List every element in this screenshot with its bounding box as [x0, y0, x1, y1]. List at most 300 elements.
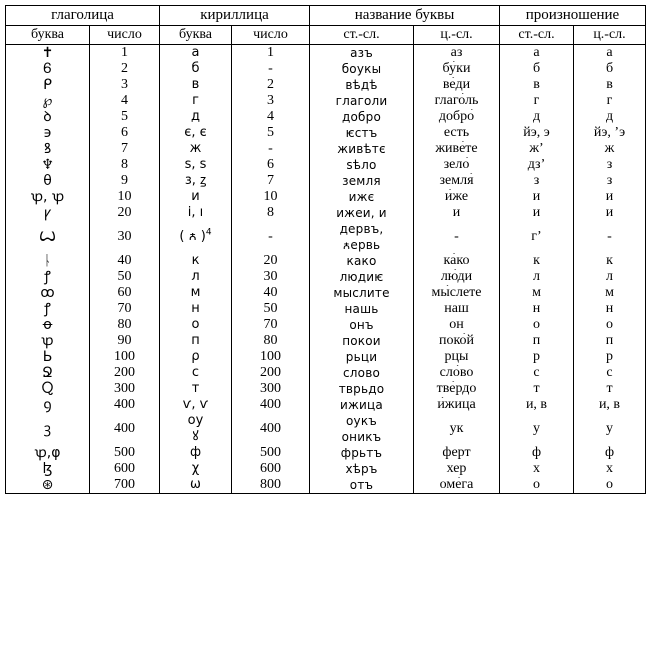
pron-chs [574, 189, 646, 205]
glagolitic-letter [6, 365, 90, 381]
name-ocs [310, 189, 414, 205]
name-chs [414, 397, 500, 413]
cyrillic-number [232, 45, 310, 62]
table-row [6, 45, 646, 62]
name-chs [414, 477, 500, 494]
cyrillic-number [232, 61, 310, 77]
cyrillic-number-text: 200 [260, 365, 281, 380]
name-ocs-text: мыслите [333, 286, 390, 300]
glagolitic-letter [6, 445, 90, 461]
name-chs-text: живе́те [435, 141, 478, 156]
table-row [6, 461, 646, 477]
name-chs [414, 317, 500, 333]
cyrillic-letter-text: н [191, 301, 200, 316]
pron-chs-text: т [606, 381, 613, 396]
glagolitic-letter [6, 61, 90, 77]
name-chs-text: хер [446, 461, 467, 476]
name-chs-text: бу́ки [442, 61, 471, 76]
glagolitic-number-text: 500 [114, 445, 135, 460]
header-group-row [6, 6, 646, 26]
cyrillic-number [232, 365, 310, 381]
cyrillic-number-text: 40 [263, 285, 278, 300]
name-chs-text: и́жица [437, 397, 476, 412]
name-ocs [310, 397, 414, 413]
header-pronunciation: произношение [500, 6, 646, 26]
pron-chs [574, 173, 646, 189]
pron-chs-text: о [606, 317, 613, 332]
pron-chs-text: о [606, 477, 613, 492]
pron-chs-text: и, в [598, 397, 621, 412]
cyrillic-number-text: 20 [263, 253, 278, 268]
name-ocs [310, 141, 414, 157]
glagolitic-letter-text: Ⴍ [41, 381, 54, 397]
glagolitic-number [90, 365, 160, 381]
name-chs-text: сло́во [439, 365, 474, 380]
glagolitic-number-text: 2 [121, 61, 128, 76]
pron-chs-text: г [606, 93, 613, 108]
pron-chs [574, 253, 646, 269]
name-ocs-text: глаголи [335, 94, 388, 108]
glagolitic-number [90, 173, 160, 189]
glagolitic-number [90, 109, 160, 125]
glagolitic-letter [6, 141, 90, 157]
cyrillic-letter-text: м [190, 285, 201, 300]
cyrillic-number-text: 7 [267, 173, 274, 188]
glagolitic-number-text: 1 [121, 45, 128, 60]
glagolitic-letter [6, 189, 90, 205]
name-ocs-text: боукы [341, 62, 382, 76]
glagolitic-number-text: 60 [117, 285, 132, 300]
name-ocs-text: ѕѣло [346, 158, 377, 172]
glagolitic-letter [6, 301, 90, 317]
name-chs-text: добро́ [438, 109, 475, 124]
glagolitic-number-text: 9 [121, 173, 128, 188]
glagolitic-number-text: 300 [114, 381, 135, 396]
pron-ocs-text: х [533, 461, 540, 476]
cyrillic-letter-text: п [191, 333, 200, 348]
cyrillic-number-text: 300 [260, 381, 281, 396]
glagolitic-number-text: 80 [117, 317, 132, 332]
cyrillic-letter-text: ѵ, ѵ [182, 397, 209, 412]
name-chs-text: и [452, 205, 461, 220]
name-chs [414, 349, 500, 365]
cyrillic-number-text: 500 [260, 445, 281, 460]
cyrillic-letter [160, 269, 232, 285]
pron-ocs [500, 93, 574, 109]
pron-ocs-text: г’ [531, 229, 542, 244]
cyrillic-number [232, 413, 310, 445]
header-glagolitic: глаголица [6, 6, 160, 26]
glagolitic-number-text: 8 [121, 157, 128, 172]
cyrillic-letter-text: ( ꙉ ) [179, 229, 206, 244]
table-row [6, 61, 646, 77]
cyrillic-number [232, 333, 310, 349]
pron-chs-text: и [605, 205, 614, 220]
pron-ocs-text: и, в [525, 397, 548, 412]
glagolitic-number [90, 445, 160, 461]
glagolitic-number-text: 50 [117, 269, 132, 284]
name-ocs-text: земля [342, 174, 381, 188]
name-ocs-text: живѣтє [337, 142, 386, 156]
table-row [6, 477, 646, 494]
pron-ocs [500, 285, 574, 301]
name-chs [414, 445, 500, 461]
cyrillic-number-text: 1 [267, 45, 274, 60]
pron-ocs [500, 77, 574, 93]
name-ocs-text: рьци [345, 350, 378, 364]
cyrillic-number-text: 100 [260, 349, 281, 364]
name-ocs [310, 333, 414, 349]
glagolitic-number [90, 333, 160, 349]
glagolitic-number [90, 317, 160, 333]
name-ocs-text: хѣръ [345, 462, 378, 476]
name-ocs-text: како [346, 254, 377, 268]
glagolitic-letter [6, 45, 90, 62]
name-chs-text: наш [444, 301, 469, 316]
glagolitic-number-text: 600 [114, 461, 135, 476]
name-ocs [310, 381, 414, 397]
glagolitic-number-text: 700 [114, 477, 135, 492]
table-row [6, 93, 646, 109]
name-ocs [310, 61, 414, 77]
cyrillic-letter-text: а [191, 45, 200, 60]
glagolitic-letter [6, 317, 90, 333]
name-ocs [310, 461, 414, 477]
cyrillic-number [232, 285, 310, 301]
cyrillic-letter [160, 333, 232, 349]
glagolitic-letter [6, 413, 90, 445]
pron-ocs-text: б [532, 61, 541, 76]
name-ocs [310, 205, 414, 221]
glagolitic-letter-text: ♆ [41, 157, 54, 173]
glagolitic-letter [6, 285, 90, 301]
name-chs [414, 173, 500, 189]
cyrillic-letter-text: в [191, 77, 200, 92]
cyrillic-letter-text-2: ꙋ [192, 429, 199, 444]
pron-chs-text: з [606, 157, 613, 172]
pron-ocs [500, 461, 574, 477]
pron-ocs [500, 205, 574, 221]
pron-ocs-text: йэ, э [523, 125, 550, 140]
glagolitic-number-text: 5 [121, 109, 128, 124]
glagolitic-number [90, 269, 160, 285]
glagolitic-letter-text: ϶ [43, 125, 52, 141]
glagolitic-letter-text: Ь [42, 349, 53, 365]
cyrillic-number-text: 600 [260, 461, 281, 476]
name-ocs [310, 285, 414, 301]
cyrillic-letter [160, 365, 232, 381]
name-ocs [310, 253, 414, 269]
name-chs-text: поко́й [438, 333, 475, 348]
pron-chs [574, 381, 646, 397]
pron-chs-text: к [606, 253, 613, 268]
cyrillic-letter [160, 461, 232, 477]
pron-chs [574, 93, 646, 109]
glagolitic-letter [6, 221, 90, 253]
glagolitic-number-text: 70 [117, 301, 132, 316]
name-ocs [310, 45, 414, 62]
header-sub-glag-letter: буква [6, 26, 90, 45]
pron-ocs [500, 301, 574, 317]
pron-ocs [500, 365, 574, 381]
name-ocs [310, 445, 414, 461]
glagolitic-letter [6, 205, 90, 221]
cyrillic-number [232, 461, 310, 477]
cyrillic-letter [160, 189, 232, 205]
pron-chs [574, 477, 646, 494]
header-sub-cyr-number: число [232, 26, 310, 45]
name-ocs-text: людиѥ [339, 270, 384, 284]
glagolitic-number [90, 349, 160, 365]
glagolitic-letter [6, 349, 90, 365]
name-chs-text: тве́рдо [436, 381, 477, 396]
glagolitic-letter-text: ꝺ [43, 109, 52, 125]
glagolitic-letter [6, 173, 90, 189]
cyrillic-number [232, 141, 310, 157]
table-row [6, 221, 646, 253]
glagolitic-number-text: 200 [114, 365, 135, 380]
pron-chs-text: п [605, 333, 614, 348]
pron-chs [574, 349, 646, 365]
glagolitic-letter-text: Ꮾ [43, 61, 52, 77]
glagolitic-letter-text: ꝕ [41, 333, 54, 349]
cyrillic-number [232, 269, 310, 285]
cyrillic-number [232, 253, 310, 269]
header-sub-glag-number: число [90, 26, 160, 45]
cyrillic-letter [160, 477, 232, 494]
glagolitic-number [90, 189, 160, 205]
cyrillic-number-text: 80 [263, 333, 278, 348]
pron-ocs-text: д [532, 109, 541, 124]
cyrillic-number [232, 157, 310, 173]
name-chs-text: зело́ [443, 157, 470, 172]
cyrillic-letter [160, 349, 232, 365]
glagolitic-letter-text: ꝋ [42, 317, 53, 333]
glagolitic-number-text: 400 [114, 421, 135, 436]
name-chs [414, 141, 500, 157]
glagolitic-letter [6, 125, 90, 141]
pron-ocs [500, 45, 574, 62]
name-chs-text: ве́ди [442, 77, 471, 92]
glagolitic-number-text: 3 [121, 77, 128, 92]
pron-ocs [500, 221, 574, 253]
glagolitic-letter-text: Ջ [42, 365, 53, 381]
cyrillic-letter [160, 413, 232, 445]
pron-ocs-text: п [532, 333, 541, 348]
glagolitic-letter-text: ꝭ [44, 269, 51, 285]
name-chs [414, 109, 500, 125]
pron-chs [574, 445, 646, 461]
table-row [6, 333, 646, 349]
pron-ocs-text: з [533, 173, 540, 188]
glagolitic-letter [6, 269, 90, 285]
pron-chs-text: йэ, ’э [593, 125, 626, 140]
cyrillic-letter [160, 93, 232, 109]
name-ocs [310, 125, 414, 141]
cyrillic-letter-text: є, є [184, 125, 207, 140]
pron-chs [574, 141, 646, 157]
pron-ocs [500, 445, 574, 461]
table-row [6, 173, 646, 189]
pron-chs [574, 413, 646, 445]
pron-ocs [500, 141, 574, 157]
glagolitic-letter-text: ꝯ [43, 397, 52, 413]
header-sub-row [6, 26, 646, 45]
name-ocs-text: слово [342, 366, 381, 380]
name-chs [414, 125, 500, 141]
pron-chs [574, 125, 646, 141]
pron-chs-text: м [605, 285, 614, 300]
pron-ocs-text: к [533, 253, 540, 268]
name-ocs [310, 477, 414, 494]
cyrillic-number [232, 189, 310, 205]
pron-chs-text: в [606, 77, 613, 92]
pron-ocs-text: а [533, 45, 540, 60]
cyrillic-number-text: 6 [267, 157, 274, 172]
cyrillic-letter-text: ѡ [190, 477, 201, 492]
glagolitic-letter [6, 253, 90, 269]
cyrillic-number-text: - [268, 141, 273, 156]
glagolitic-number-text: 100 [114, 349, 135, 364]
pron-ocs-text: о [533, 477, 540, 492]
glagolitic-letter [6, 109, 90, 125]
footnote-marker: 4 [205, 227, 212, 238]
name-ocs [310, 93, 414, 109]
glagolitic-number [90, 125, 160, 141]
glagolitic-number-text: 90 [117, 333, 132, 348]
name-chs-text: ка́ко [443, 253, 470, 268]
table-row [6, 445, 646, 461]
glagolitic-letter [6, 397, 90, 413]
glagolitic-number-text: 6 [121, 125, 128, 140]
table-row [6, 365, 646, 381]
pron-ocs-text: у [533, 421, 540, 436]
glagolitic-number [90, 45, 160, 62]
header-letter-name: название буквы [310, 6, 500, 26]
glagolitic-number [90, 253, 160, 269]
cyrillic-number-text: 3 [267, 93, 274, 108]
pron-ocs [500, 269, 574, 285]
pron-chs [574, 333, 646, 349]
cyrillic-number [232, 445, 310, 461]
glagolitic-letter-text: ℘ [42, 93, 53, 109]
pron-ocs-text: и [532, 205, 541, 220]
pron-chs-text: б [605, 61, 614, 76]
table-row [6, 317, 646, 333]
name-ocs-text: оукъ [346, 414, 377, 428]
cyrillic-letter [160, 381, 232, 397]
cyrillic-letter-text: ф [189, 445, 202, 460]
pron-ocs [500, 253, 574, 269]
name-ocs-text-2: ꙉервь [342, 238, 381, 252]
pron-ocs-text: т [533, 381, 540, 396]
pron-chs-text: ж [604, 141, 615, 156]
name-chs [414, 157, 500, 173]
cyrillic-letter [160, 285, 232, 301]
glagolitic-letter-text: ꝕ, ꝕ [30, 189, 65, 205]
cyrillic-letter [160, 109, 232, 125]
name-chs-text: аз [450, 45, 463, 60]
cyrillic-number-text: 8 [267, 205, 274, 220]
pron-ocs-text: л [533, 269, 540, 284]
pron-chs [574, 77, 646, 93]
pron-chs-text: з [606, 173, 613, 188]
name-chs-text: глаго́ль [434, 93, 479, 108]
pron-chs [574, 109, 646, 125]
pron-ocs [500, 477, 574, 494]
cyrillic-number-text: 400 [260, 421, 281, 436]
glagolitic-number [90, 413, 160, 445]
name-chs-text: есть [443, 125, 470, 140]
cyrillic-letter [160, 221, 232, 253]
pron-ocs-text: р [533, 349, 540, 364]
name-ocs-text: тврьдо [338, 382, 385, 396]
name-chs [414, 365, 500, 381]
pron-chs-text: - [607, 229, 612, 244]
glagolitic-letter-text: ꝭ [44, 301, 51, 317]
cyrillic-letter-text: і, ı [187, 205, 204, 220]
name-ocs [310, 365, 414, 381]
cyrillic-number-text: 30 [263, 269, 278, 284]
name-ocs [310, 77, 414, 93]
pron-ocs [500, 109, 574, 125]
name-chs-text: - [454, 229, 459, 244]
name-chs-text: ук [449, 421, 464, 436]
cyrillic-number [232, 317, 310, 333]
table-row [6, 301, 646, 317]
pron-ocs-text: о [533, 317, 540, 332]
glagolitic-letter-text: ᚿ [43, 253, 52, 269]
pron-chs [574, 45, 646, 62]
glagolitic-letter-text: ✝ [41, 45, 54, 61]
glagolitic-number-text: 40 [117, 253, 132, 268]
name-chs [414, 45, 500, 62]
glagolitic-number-text: 400 [114, 397, 135, 412]
glagolitic-number [90, 141, 160, 157]
cyrillic-number-text: 400 [260, 397, 281, 412]
glagolitic-number-text: 10 [117, 189, 132, 204]
pron-ocs [500, 333, 574, 349]
name-chs [414, 269, 500, 285]
pron-chs [574, 301, 646, 317]
pron-ocs-text: с [533, 365, 540, 380]
pron-ocs-text: м [532, 285, 541, 300]
cyrillic-number-text: - [268, 61, 273, 76]
cyrillic-number [232, 349, 310, 365]
cyrillic-number [232, 221, 310, 253]
table-row [6, 125, 646, 141]
name-chs [414, 461, 500, 477]
pron-ocs-text: ж’ [529, 141, 544, 156]
name-ocs-text: ижица [340, 398, 383, 412]
name-ocs-text: добро [342, 110, 381, 124]
name-chs [414, 413, 500, 445]
table-row [6, 157, 646, 173]
pron-ocs-text: г [533, 93, 540, 108]
cyrillic-number [232, 125, 310, 141]
glagolitic-number-text: 20 [117, 205, 132, 220]
cyrillic-letter [160, 301, 232, 317]
name-chs-text: ферт [442, 445, 471, 460]
glagolitic-number [90, 285, 160, 301]
pron-ocs [500, 413, 574, 445]
cyrillic-number-text: 2 [267, 77, 274, 92]
name-chs [414, 381, 500, 397]
cyrillic-number-text: 70 [263, 317, 278, 332]
table-row [6, 349, 646, 365]
pron-ocs [500, 349, 574, 365]
name-chs-text: земля́ [439, 173, 474, 188]
